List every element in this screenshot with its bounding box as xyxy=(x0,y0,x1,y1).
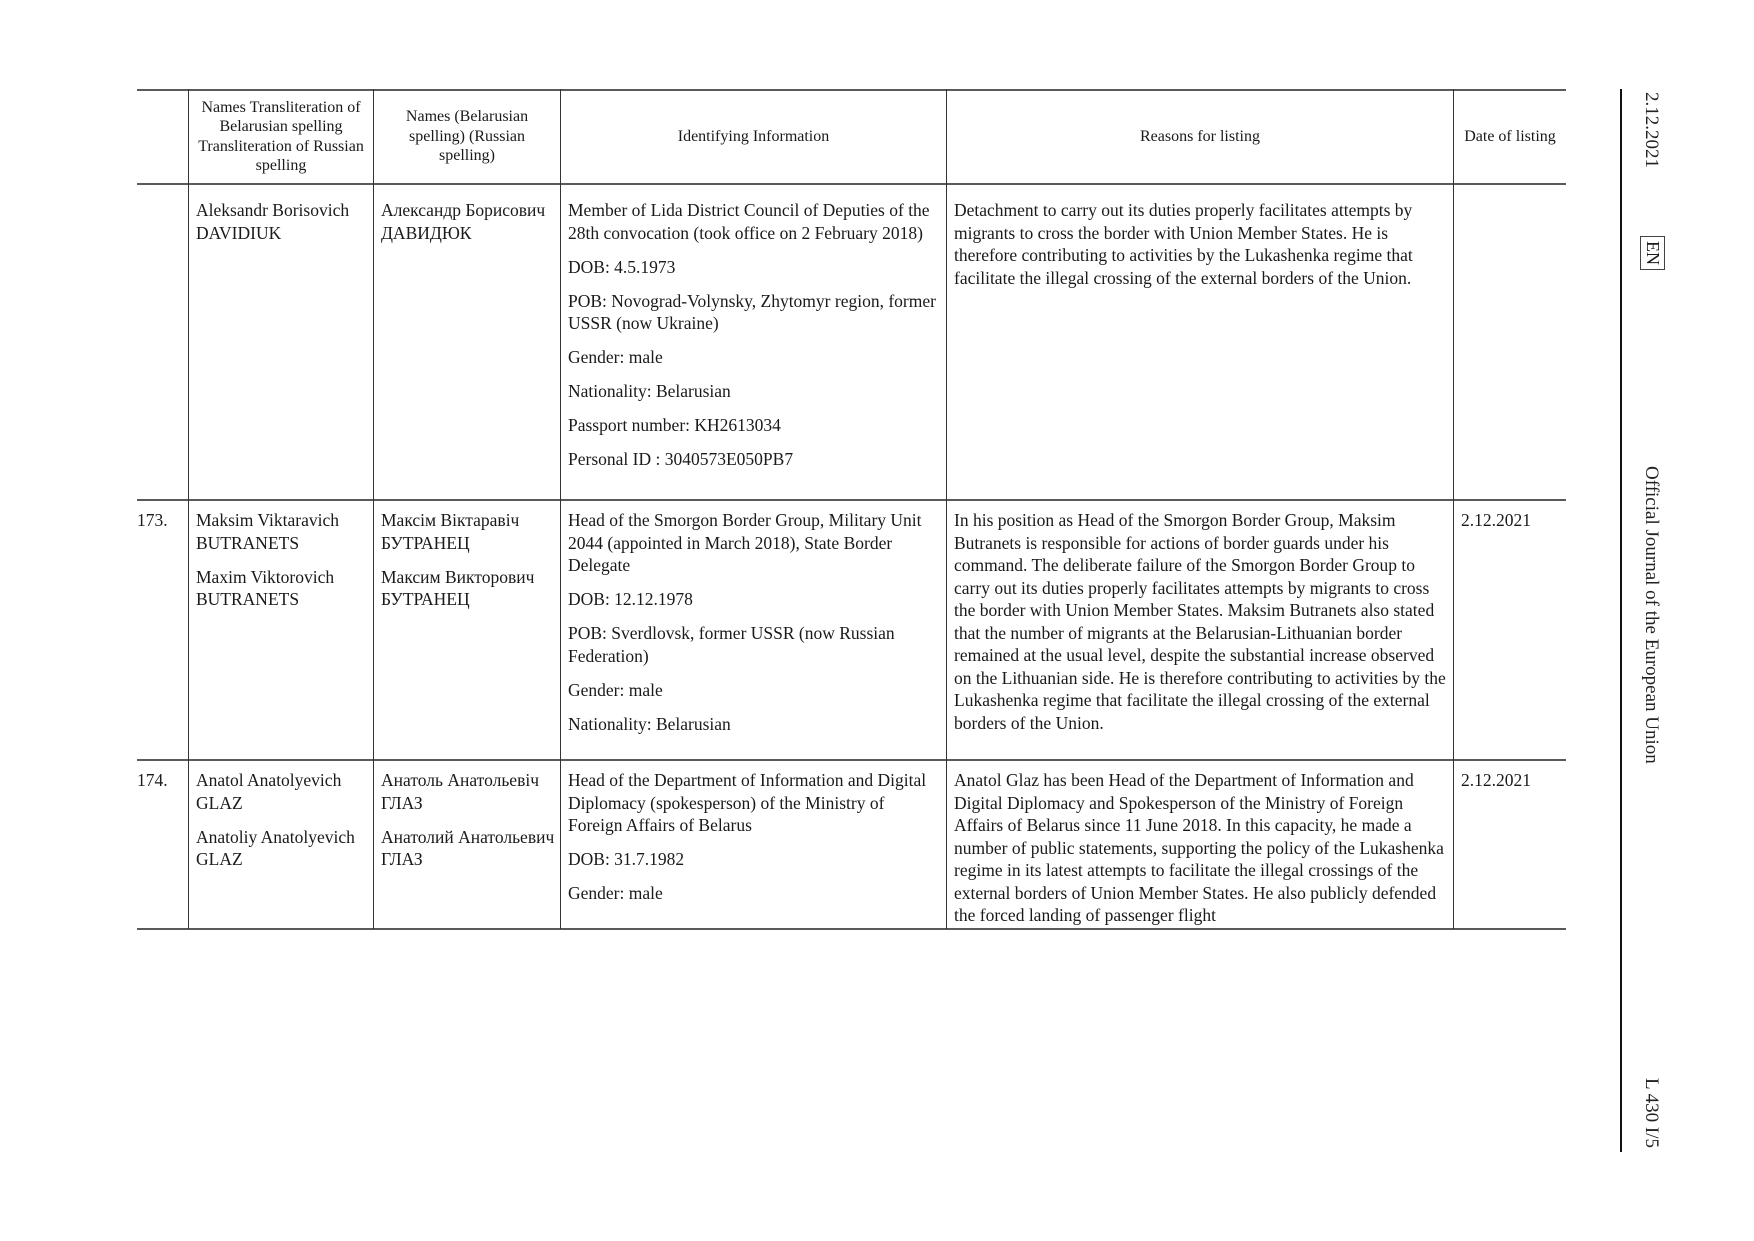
identifying-gender: Gender: male xyxy=(568,347,663,367)
journal-title: Official Journal of the European Union xyxy=(1641,466,1662,764)
names-original-cell xyxy=(374,509,560,622)
date-of-listing: 2.12.2021 xyxy=(1461,770,1531,790)
identifying-personal-id: Personal ID : 3040573E050PB7 xyxy=(568,449,794,469)
identifying-info-cell xyxy=(561,769,946,916)
reasons-cell: In his position as Head of the Smorgon Border Group, Maksim Butranets is responsible for actions of border guards under his command. The deliberate failure of the Smorgon Border Group to carry out its duties properly facilitates attempts by migrants to cross the border with Union Member States. Maksim Butranets also stated that the number of migrants at the Belarusian-Lithuanian border remained at the usual level, despite the substantial increase observed on the Lithuanian side. He is therefore contributing to activities by the Lukashenka regime that facilitate the illegal crossing of the external borders of the Union. xyxy=(954,510,1446,733)
name-transliteration: Maxim Viktorovich BUTRANETS xyxy=(196,566,335,609)
names-transliteration-cell xyxy=(189,509,373,622)
names-original-cell xyxy=(374,769,560,882)
name-original: Анатоль Анатольевіч ГЛАЗ xyxy=(381,770,540,813)
identifying-pob: POB: Sverdlovsk, former USSR (now Russian Federation) xyxy=(568,623,895,666)
name-original: Александр Борисович ДАВИДЮК xyxy=(381,200,546,243)
identifying-passport: Passport number: KH2613034 xyxy=(568,415,781,435)
identifying-position: Head of the Smorgon Border Group, Military Unit 2044 (appointed in March 2018), State Border Delegate xyxy=(568,510,922,575)
identifying-dob: DOB: 4.5.1973 xyxy=(568,256,676,277)
header-number xyxy=(137,89,188,184)
header-identifying-information: Identifying Information xyxy=(677,127,830,145)
name-transliteration: Maksim Viktaravich BUTRANETS xyxy=(196,510,339,553)
date-of-listing: 2.12.2021 xyxy=(1461,510,1531,530)
identifying-position: Member of Lida District Council of Deputies of the 28th convocation (took office on 2 February 2018) xyxy=(568,200,930,243)
name-original: Максим Викторович БУТРАНЕЦ xyxy=(381,566,535,609)
row-number: 173. xyxy=(137,510,168,530)
name-transliteration: Aleksandr Borisovich DAVIDIUK xyxy=(196,200,350,243)
reasons-cell: Detachment to carry out its duties properly facilitates attempts by migrants to cross the border with Union Member States. He is therefore contributing to activities by the Lukashenka regime that facilitate the illegal crossing of the external borders of the Union. xyxy=(954,200,1413,288)
language-badge: EN xyxy=(1640,236,1665,270)
page-reference: L 430 I/5 xyxy=(1641,1078,1662,1149)
reasons-cell: Anatol Glaz has been Head of the Department of Information and Digital Diplomacy and Spokesperson of the Ministry of Foreign Affairs of Belarus since 11 June 2018. In this capacity, he made a number of public statements, supporting the policy of the Lukashenka regime in its latest attempts to facilitate the illegal crossings of the external borders of Union Member States. He also publicly defended the forced landing of passenger flight xyxy=(954,770,1444,925)
identifying-nationality: Nationality: Belarusian xyxy=(568,381,731,401)
sanctions-table xyxy=(137,89,1566,929)
names-original-cell xyxy=(374,199,560,256)
table-bottom-rule xyxy=(137,928,1566,930)
name-original: Анатолий Анатольевич ГЛАЗ xyxy=(381,826,555,869)
identifying-position: Head of the Department of Information and Digital Diplomacy (spokesperson) of the Ministry of Foreign Affairs of Belarus xyxy=(568,770,927,835)
row-divider xyxy=(137,759,1566,761)
header-date-of-listing: Date of listing xyxy=(1464,127,1556,145)
name-original: Максім Віктаравіч БУТРАНЕЦ xyxy=(381,510,520,553)
row-divider xyxy=(137,499,1566,501)
identifying-gender: Gender: male xyxy=(568,883,663,903)
identifying-dob: DOB: 12.12.1978 xyxy=(568,589,693,609)
name-transliteration: Anatol Anatolyevich GLAZ xyxy=(196,770,342,813)
identifying-info-cell xyxy=(561,509,946,747)
identifying-info-cell xyxy=(561,199,946,482)
header-names-transliteration: Names Transliteration of Belarusian spelling Transliteration of Russian spelling xyxy=(198,98,364,174)
name-transliteration: Anatoliy Anatolyevich GLAZ xyxy=(196,826,355,869)
row-number: 174. xyxy=(137,770,168,790)
identifying-nationality: Nationality: Belarusian xyxy=(568,713,731,734)
names-transliteration-cell xyxy=(189,769,373,882)
margin-date: 2.12.2021 xyxy=(1641,92,1662,168)
names-transliteration-cell xyxy=(189,199,373,256)
identifying-dob: DOB: 31.7.1982 xyxy=(568,849,685,869)
header-names-original: Names (Belarusian spelling) (Russian spelling) xyxy=(405,108,529,165)
identifying-gender: Gender: male xyxy=(568,679,663,700)
header-reasons-for-listing: Reasons for listing xyxy=(1140,127,1260,145)
identifying-pob: POB: Novograd-Volynsky, Zhytomyr region, former USSR (now Ukraine) xyxy=(568,290,936,333)
margin-rule xyxy=(1620,89,1622,1152)
